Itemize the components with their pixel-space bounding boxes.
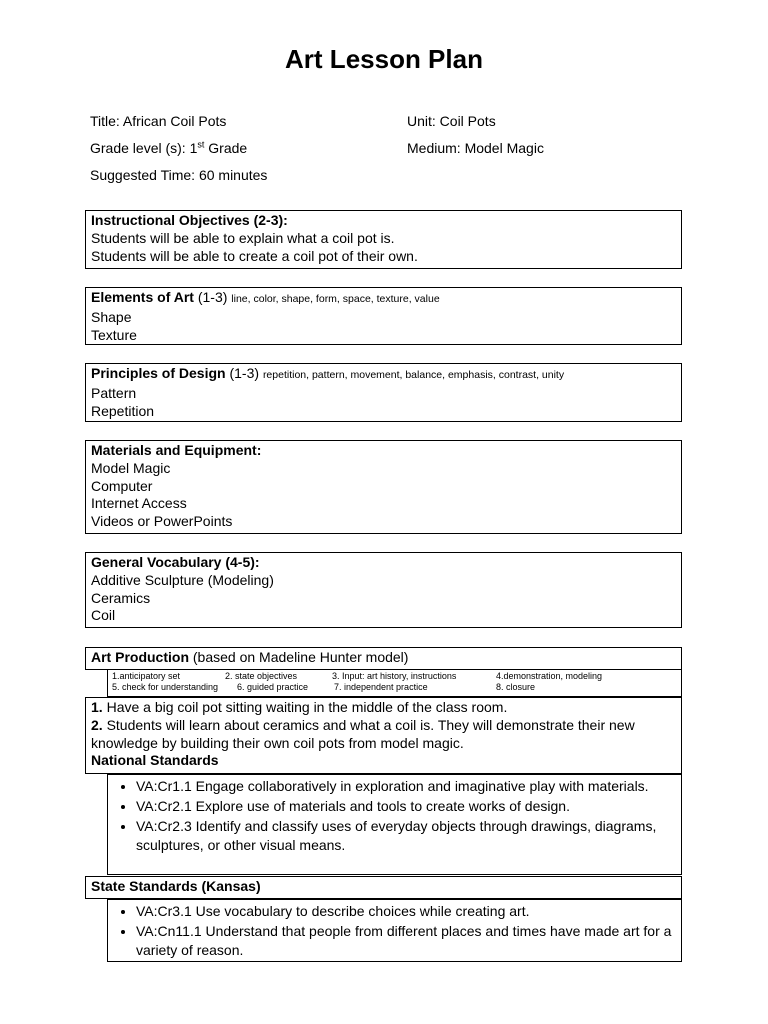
hunter-steps [107, 669, 682, 697]
step-text: Have a big coil pot sitting waiting in the middle of the class room. [102, 699, 508, 715]
principles-heading: Principles of Design [91, 365, 226, 381]
state-standards-list [107, 899, 682, 962]
state-standards-box [85, 876, 682, 899]
production-heading-line [91, 649, 676, 667]
step-label: 3. Input: art history, instructions [332, 671, 457, 681]
lesson-medium: Medium: Model Magic [407, 140, 544, 156]
production-step-1 [91, 699, 676, 717]
vocabulary-item: Ceramics [91, 589, 151, 606]
elements-heading: Elements of Art [91, 289, 194, 305]
vocabulary-section [85, 552, 682, 628]
step-label: 8. closure [496, 682, 536, 692]
objective-item: Students will be able to explain what a coil pot is. [91, 229, 395, 246]
elements-range: (1-3) [193, 289, 232, 305]
vocabulary-heading: General Vocabulary (4-5): [91, 554, 260, 570]
step-label: 5. check for understanding [112, 682, 219, 692]
principles-section [85, 363, 682, 422]
principle-item: Pattern [91, 384, 137, 401]
elements-heading-line [91, 289, 676, 309]
lesson-grade [90, 140, 247, 156]
vocabulary-item: Additive Sculpture (Modeling) [91, 571, 274, 588]
state-standards-heading: State Standards (Kansas) [91, 878, 261, 894]
objectives-heading: Instructional Objectives (2-3): [91, 212, 288, 228]
standard-item: • VA:Cr3.1 Use vocabulary to describe choices while creating art. [136, 902, 675, 921]
steps-row [112, 682, 677, 693]
lesson-time: Suggested Time: 60 minutes [90, 167, 268, 183]
standard-item: • VA:Cr1.1 Engage collaboratively in exploration and imaginative play with materials. [136, 777, 675, 796]
step-label: 7. independent practice [334, 682, 428, 692]
step-number: 2. [91, 716, 103, 733]
principles-heading-line [91, 365, 676, 385]
national-standards-heading: National Standards [91, 752, 219, 769]
grade-suffix: Grade [204, 140, 248, 156]
step-label: 4.demonstration, modeling [496, 671, 603, 681]
material-item: Internet Access [91, 495, 187, 512]
page-title: Art Lesson Plan [285, 44, 483, 74]
objectives-section [85, 210, 682, 269]
standard-item: • VA:Cr2.1 Explore use of materials and tools to create works of design. [136, 797, 675, 816]
materials-heading: Materials and Equipment: [91, 442, 262, 458]
element-item: Shape [91, 308, 132, 325]
step-text: Students will learn about ceramics and what a coil is. They will demonstrate their new [102, 716, 635, 733]
production-step-2-cont: knowledge by building their own coil pots from model magic. [91, 734, 464, 751]
step-label: 6. guided practice [237, 682, 309, 692]
steps-row [112, 671, 677, 682]
principles-range: (1-3) [225, 365, 263, 381]
vocabulary-item: Coil [91, 607, 116, 624]
material-item: Computer [91, 477, 153, 494]
step-label: 1.anticipatory set [112, 671, 181, 681]
element-item: Texture [91, 326, 137, 343]
production-heading-box [85, 647, 682, 670]
production-steps [85, 697, 682, 774]
step-number: 1. [91, 699, 103, 715]
national-standards-list [107, 774, 682, 875]
standard-item: • VA:Cr2.3 Identify and classify uses of everyday objects through drawings, diagrams, sculptures, or other visual means. [136, 817, 675, 855]
standard-item: • VA:Cn11.1 Understand that people from different places and times have made art for a variety of reason. [136, 922, 675, 960]
material-item: Videos or PowerPoints [91, 513, 233, 530]
elements-hint: line, color, shape, form, space, texture, value [231, 293, 440, 305]
step-label: 2. state objectives [225, 671, 298, 681]
objective-item: Students will be able to create a coil pot of their own. [91, 247, 418, 264]
lesson-unit: Unit: Coil Pots [407, 113, 496, 129]
material-item: Model Magic [91, 459, 171, 476]
production-heading: Art Production [91, 649, 189, 665]
elements-section [85, 287, 682, 345]
materials-section [85, 440, 682, 534]
production-step-2 [91, 717, 676, 735]
production-subheading: (based on Madeline Hunter model) [189, 649, 409, 665]
lesson-title: Title: African Coil Pots [90, 113, 227, 129]
principles-hint: repetition, pattern, movement, balance, emphasis, contrast, unity [262, 369, 565, 381]
grade-superscript: st [197, 139, 205, 150]
grade-prefix: Grade level (s): 1 [90, 140, 198, 156]
principle-item: Repetition [91, 402, 155, 419]
